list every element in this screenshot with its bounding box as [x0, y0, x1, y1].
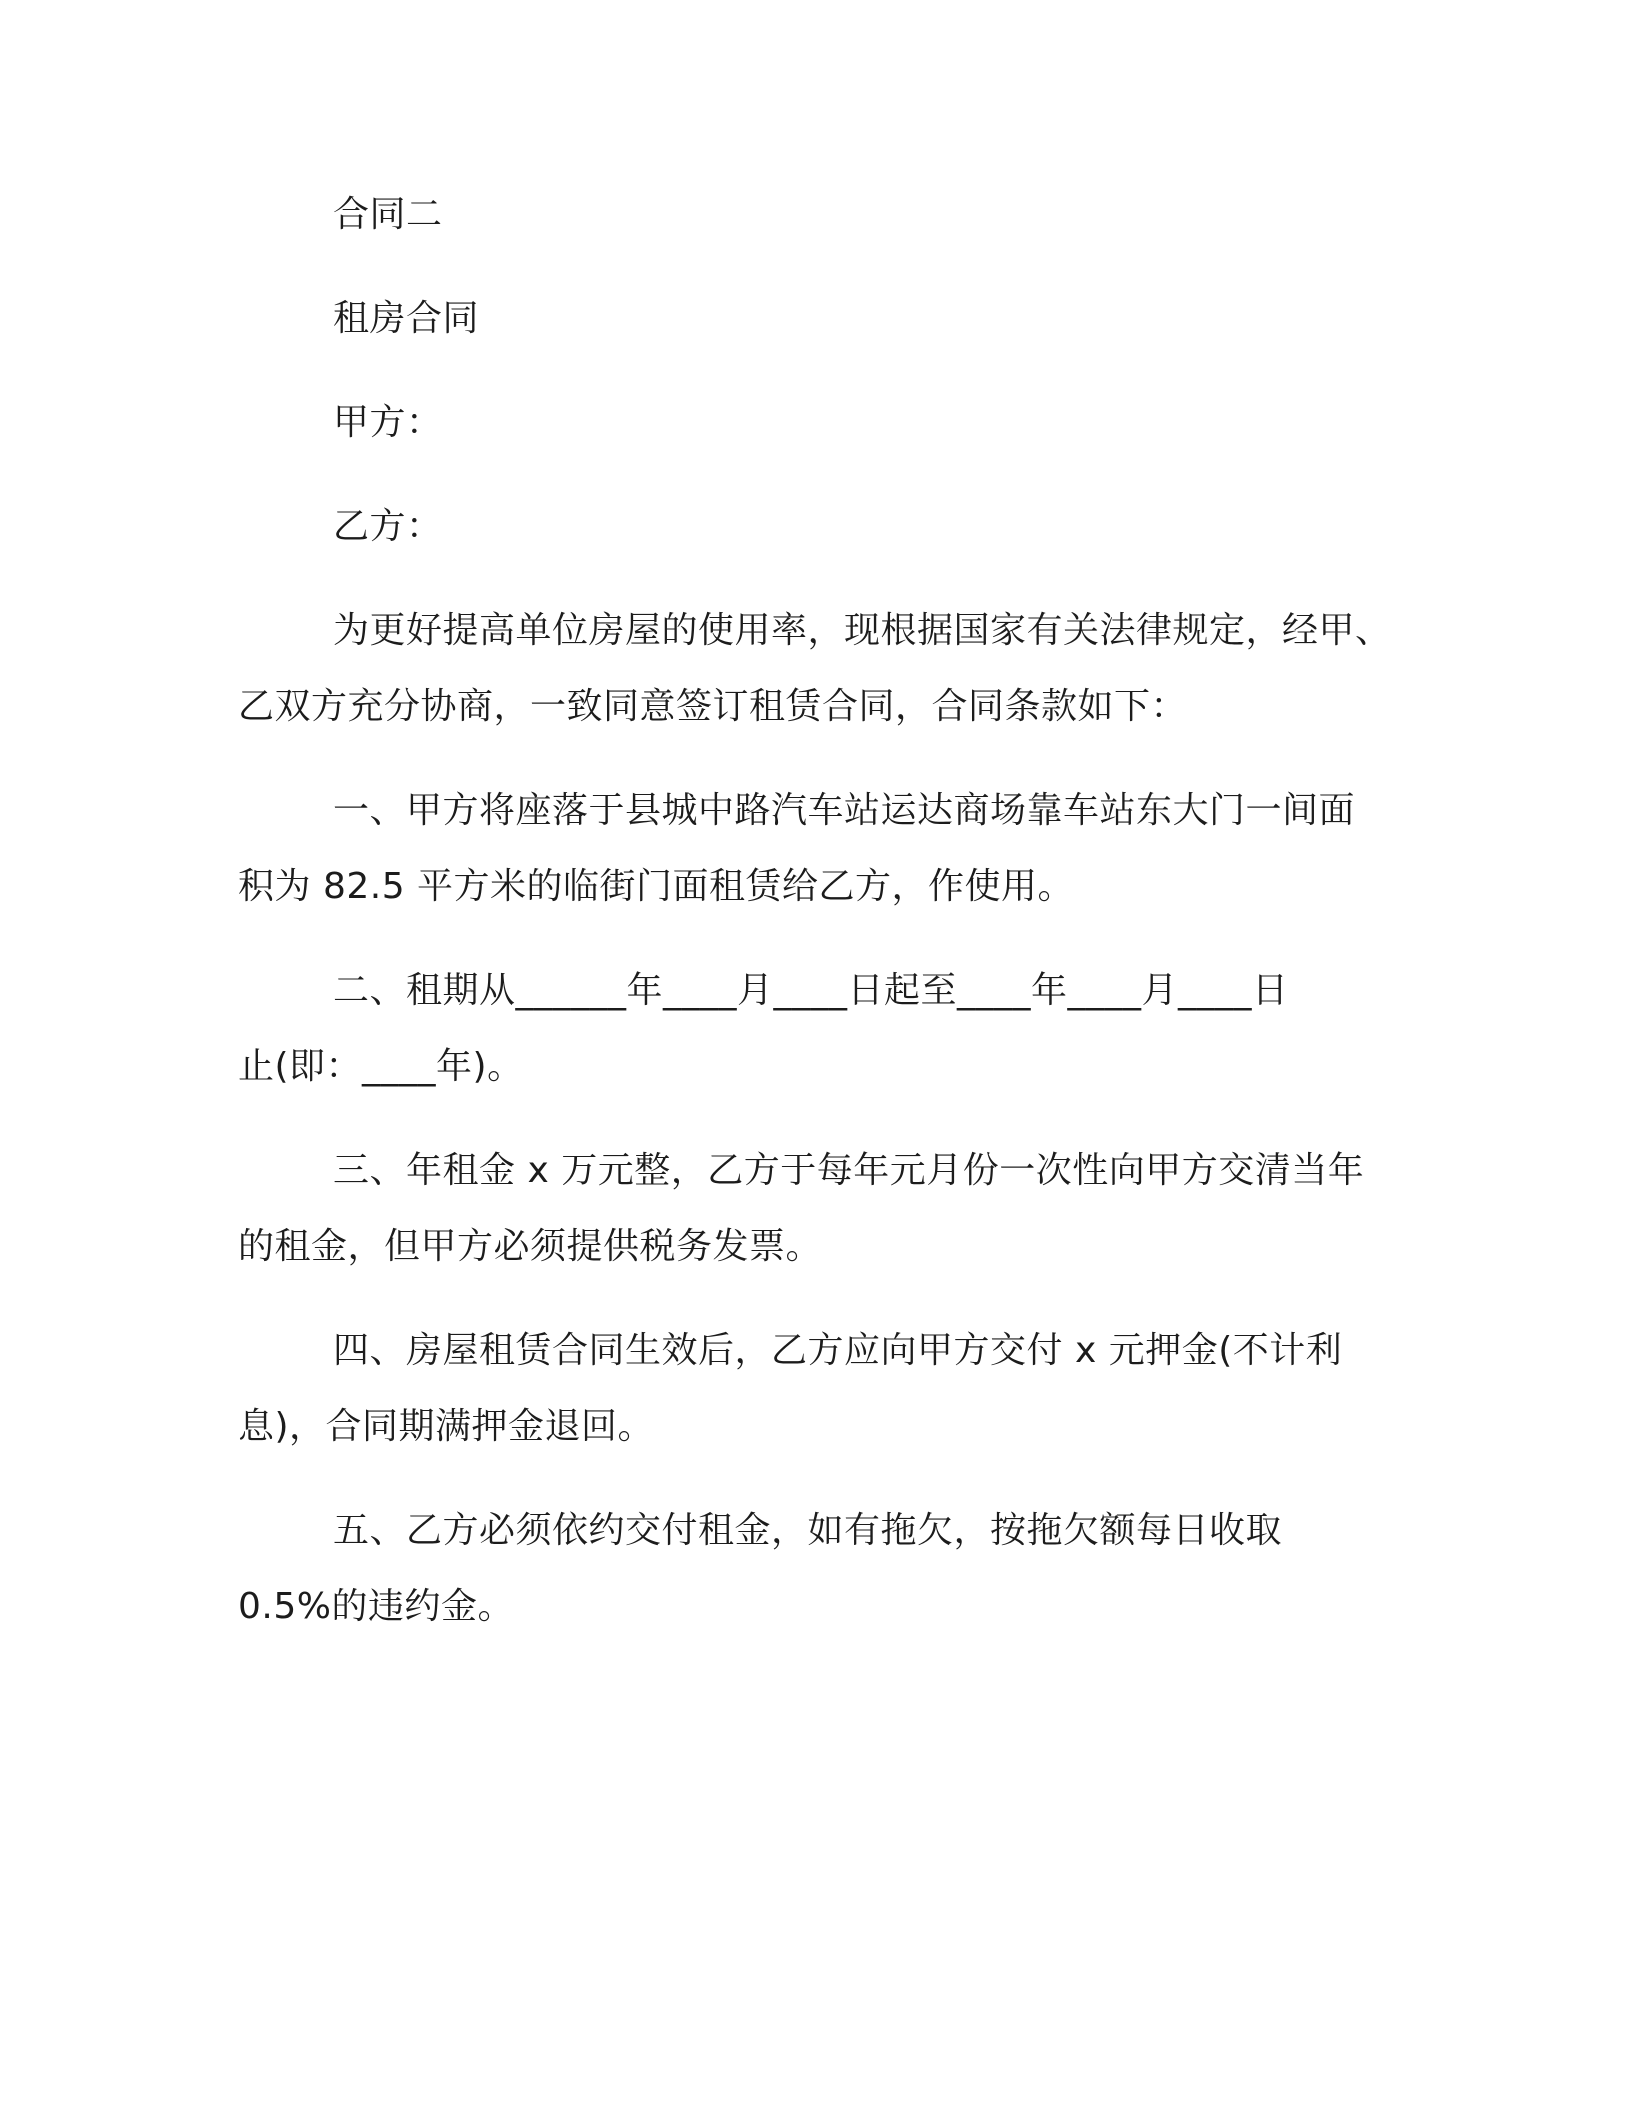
clause-1-line-2: 积为 82.5 平方米的临街门面租赁给乙方，作使用。	[238, 866, 1075, 907]
clause-4-line-2: 息)，合同期满押金退回。	[238, 1406, 655, 1447]
party-b-label: 乙方：	[333, 506, 443, 547]
clause-2-line-2: 止(即：____年)。	[238, 1046, 524, 1087]
clause-3-line-2: 的租金，但甲方必须提供税务发票。	[238, 1226, 823, 1267]
clause-2-line-1: 二、租期从______年____月____日起至____年____月____日	[333, 970, 1289, 1011]
preamble-line-2: 乙双方充分协商，一致同意签订租赁合同，合同条款如下：	[238, 686, 1188, 727]
contract-title: 租房合同	[333, 298, 480, 339]
party-a-label: 甲方：	[333, 402, 443, 443]
clause-5-line-2: 0.5%的违约金。	[238, 1586, 514, 1627]
clause-1-line-1: 一、甲方将座落于县城中路汽车站运达商场靠车站东大门一间面	[333, 790, 1356, 831]
clause-5-line-1: 五、乙方必须依约交付租金，如有拖欠，按拖欠额每日收取	[333, 1510, 1283, 1551]
clause-4-line-1: 四、房屋租赁合同生效后，乙方应向甲方交付 x 元押金(不计利	[333, 1330, 1343, 1371]
clause-3-line-1: 三、年租金 x 万元整，乙方于每年元月份一次性向甲方交清当年	[333, 1150, 1365, 1191]
preamble-line-1: 为更好提高单位房屋的使用率，现根据国家有关法律规定，经甲、	[333, 610, 1392, 651]
document-heading: 合同二	[333, 194, 443, 235]
